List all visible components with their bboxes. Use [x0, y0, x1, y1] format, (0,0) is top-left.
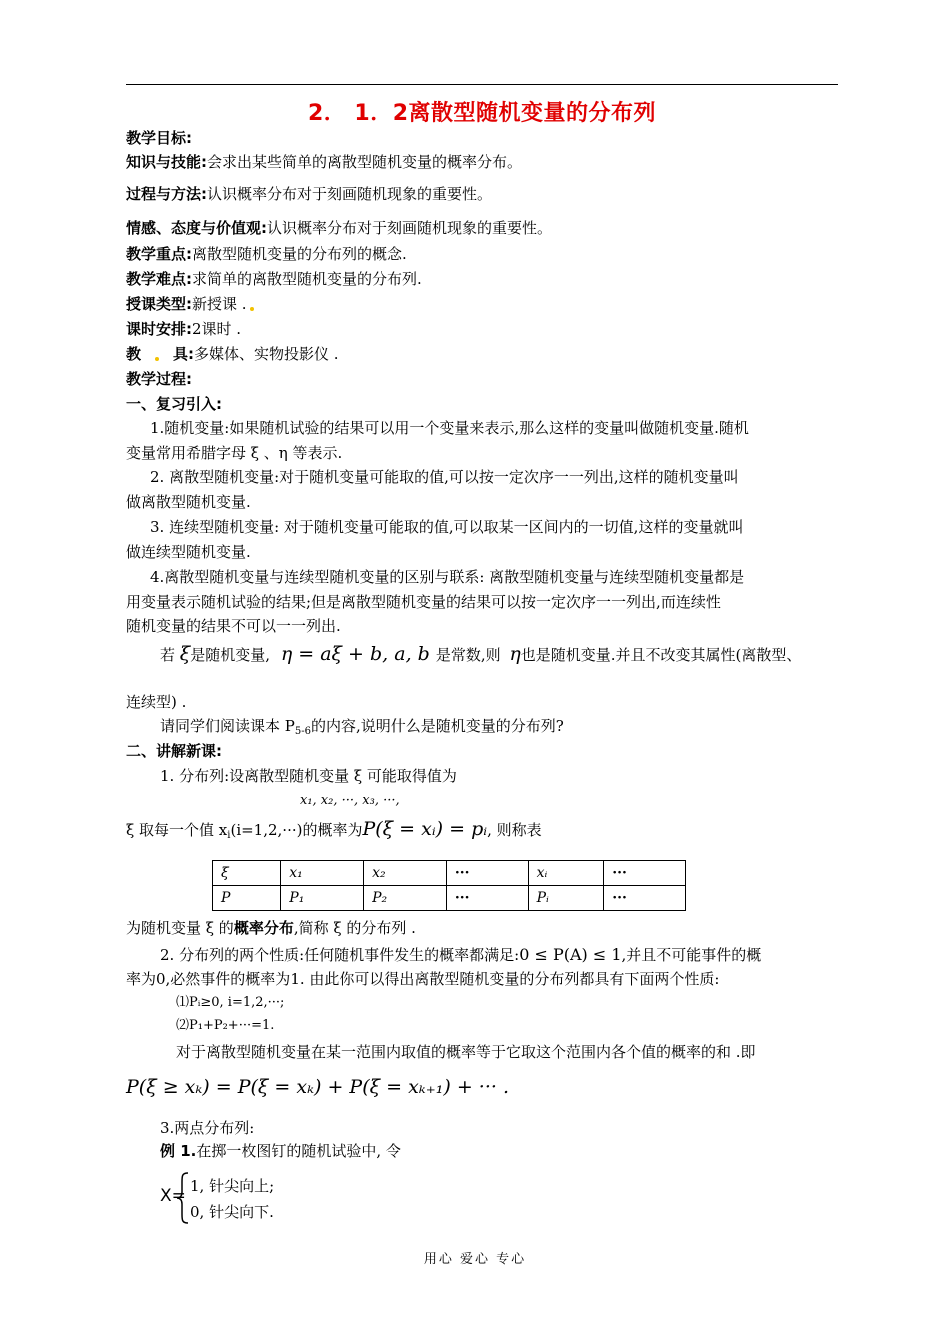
linear-transform-line	[160, 641, 801, 668]
d2-mid: (i=1,2,···)的概率为	[230, 821, 363, 839]
table-row	[213, 886, 686, 911]
para4-line3: 随机变量的结果不可以一一列出.	[126, 617, 341, 635]
left-brace-icon	[176, 1172, 190, 1224]
property-line2: 率为0,必然事件的概率为1. 由此你可以得出离散型随机变量的分布列都具有下面两个性质:	[126, 970, 720, 988]
table-row	[213, 861, 686, 886]
marker-dot-icon	[250, 307, 254, 311]
d2-post: , 则称表	[487, 821, 542, 839]
emotion-text: 认识概率分布对于刻画随机现象的重要性。	[267, 219, 553, 237]
table-cell: x₂	[364, 861, 447, 886]
knowledge-line	[126, 152, 522, 172]
para3-line2: 做连续型随机变量.	[126, 543, 251, 561]
para2-line2: 做离散型随机变量.	[126, 493, 251, 511]
table-cell: xᵢ	[528, 861, 604, 886]
tools-text: 多媒体、实物投影仪 .	[194, 345, 339, 363]
example-line	[160, 1141, 401, 1161]
table-cell: P₂	[364, 886, 447, 911]
dist-name-line	[126, 918, 416, 938]
knowledge-text: 会求出某些简单的离散型随机变量的概率分布。	[207, 153, 523, 171]
difficulty-label: 教学难点:	[126, 270, 192, 288]
table-cell: Pᵢ	[528, 886, 604, 911]
dist-def-line2	[126, 816, 542, 849]
values-line: x₁, x₂, ···, x₃, ···,	[300, 793, 400, 808]
hours-text: 2课时 .	[192, 320, 242, 338]
page-footer: 用心 爱心 专心	[423, 1252, 527, 1267]
tools-line	[126, 344, 339, 364]
range-text: 对于离散型随机变量在某一范围内取值的概率等于它取这个范围内各个值的概率的和 .即	[176, 1043, 756, 1061]
distribution-table	[212, 860, 686, 911]
table-cell: P₁	[281, 886, 364, 911]
d3-bold: 概率分布	[233, 919, 294, 937]
property-2: ⑵P₁+P₂+···=1.	[176, 1018, 275, 1033]
p6-pre: 请同学们阅读课本 P	[160, 717, 295, 735]
page-title: 2． 1．2离散型随机变量的分布列	[307, 101, 657, 126]
process-label: 过程与方法:	[126, 185, 207, 203]
para3-line1: 3. 连续型随机变量: 对于随机变量可能取的值,可以取某一区间内的一切值,这样的变量就叫	[150, 518, 744, 536]
table-cell: ···	[604, 886, 686, 911]
process-line	[126, 184, 492, 204]
two-point-heading: 3.两点分布列:	[160, 1119, 255, 1137]
table-cell: P	[213, 886, 281, 911]
marker-dot-icon	[155, 357, 159, 361]
hours-label: 课时安排:	[126, 320, 192, 338]
objectives-heading: 教学目标:	[126, 129, 192, 147]
section1-heading: 一、复习引入:	[126, 395, 222, 413]
d2-sub: i	[227, 830, 231, 841]
eta-symbol: η	[509, 643, 521, 665]
reading-line	[160, 716, 564, 742]
focus-line	[126, 244, 407, 264]
linear-formula: η = aξ + b, a, b	[280, 643, 430, 665]
p5-mid2: 是常数,则	[435, 646, 501, 664]
para4-line2: 用变量表示随机试验的结果;但是离散型随机变量的结果可以按一定次序一一列出,而连续性	[126, 593, 721, 611]
tools-label-b: 具:	[173, 345, 195, 363]
para1-line2: 变量常用希腊字母 ξ 、η 等表示.	[126, 444, 343, 462]
emotion-label: 情感、态度与价值观:	[126, 219, 267, 237]
table-cell: ξ	[213, 861, 281, 886]
property-line1	[160, 944, 761, 966]
prob-formula: P(ξ = xᵢ) = pᵢ	[362, 818, 488, 840]
x-equals: X=	[160, 1186, 186, 1206]
d3-post: ,简称 ξ 的分布列 .	[293, 919, 416, 937]
prob-range-formula: 0 ≤ P(A) ≤ 1	[519, 945, 622, 964]
table-cell: ···	[446, 861, 528, 886]
difficulty-line	[126, 269, 422, 289]
difficulty-text: 求简单的离散型随机变量的分布列.	[192, 270, 422, 288]
prop-a-post: ,并且不可能事件的概	[621, 946, 762, 964]
p6-sub: 5-6	[294, 726, 311, 737]
section2-heading: 二、讲解新课:	[126, 742, 222, 760]
case-2: 0, 针尖向下.	[190, 1203, 274, 1221]
emotion-line	[126, 218, 552, 238]
header-rule	[126, 84, 838, 85]
type-line	[126, 294, 257, 314]
dist-def-line1: 1. 分布列:设离散型随机变量 ξ 可能取得值为	[160, 767, 457, 785]
case-1: 1, 针尖向上;	[190, 1177, 275, 1195]
process-text: 认识概率分布对于刻画随机现象的重要性。	[207, 185, 493, 203]
para4-line1: 4.离散型随机变量与连续型随机变量的区别与联系: 离散型随机变量与连续型随机变量都是	[150, 568, 745, 586]
focus-text: 离散型随机变量的分布列的概念.	[192, 245, 407, 263]
tools-label-a: 教	[126, 345, 142, 363]
table-cell: x₁	[281, 861, 364, 886]
hours-line	[126, 319, 241, 339]
type-label: 授课类型:	[126, 295, 192, 313]
p5-post: 也是随机变量.并且不改变其属性(离散型、	[520, 646, 802, 664]
focus-label: 教学重点:	[126, 245, 192, 263]
p6-post: 的内容,说明什么是随机变量的分布列?	[310, 717, 564, 735]
d2-pre: ξ 取每一个值 x	[126, 821, 228, 839]
example-label: 例 1.	[160, 1142, 197, 1160]
type-text: 新授课 .	[192, 295, 247, 313]
table-cell: ···	[446, 886, 528, 911]
para2-line1: 2. 离散型随机变量:对于随机变量可能取的值,可以按一定次序一一列出,这样的随机变量叫	[150, 468, 739, 486]
para1-line1: 1.随机变量:如果随机试验的结果可以用一个变量来表示,那么这样的变量叫做随机变量.随机	[150, 419, 749, 437]
property-1: ⑴Pᵢ≥0, i=1,2,···;	[176, 995, 285, 1010]
prop-a-pre: 2. 分布列的两个性质:任何随机事件发生的概率都满足:	[160, 946, 520, 964]
knowledge-label: 知识与技能:	[126, 153, 207, 171]
p5-mid: 是随机变量,	[190, 646, 271, 664]
xi-symbol: ξ	[179, 643, 191, 665]
d3-pre: 为随机变量 ξ 的	[126, 919, 234, 937]
table-cell: ···	[604, 861, 686, 886]
example-text: 在掷一枚图钉的随机试验中, 令	[196, 1142, 401, 1160]
p5-pre: 若	[160, 646, 176, 664]
process-heading: 教学过程:	[126, 370, 192, 388]
range-formula: P(ξ ≥ xₖ) = P(ξ = xₖ) + P(ξ = xₖ₊₁) + ··· .	[126, 1076, 509, 1098]
linear-transform-line2: 连续型) .	[126, 693, 187, 711]
